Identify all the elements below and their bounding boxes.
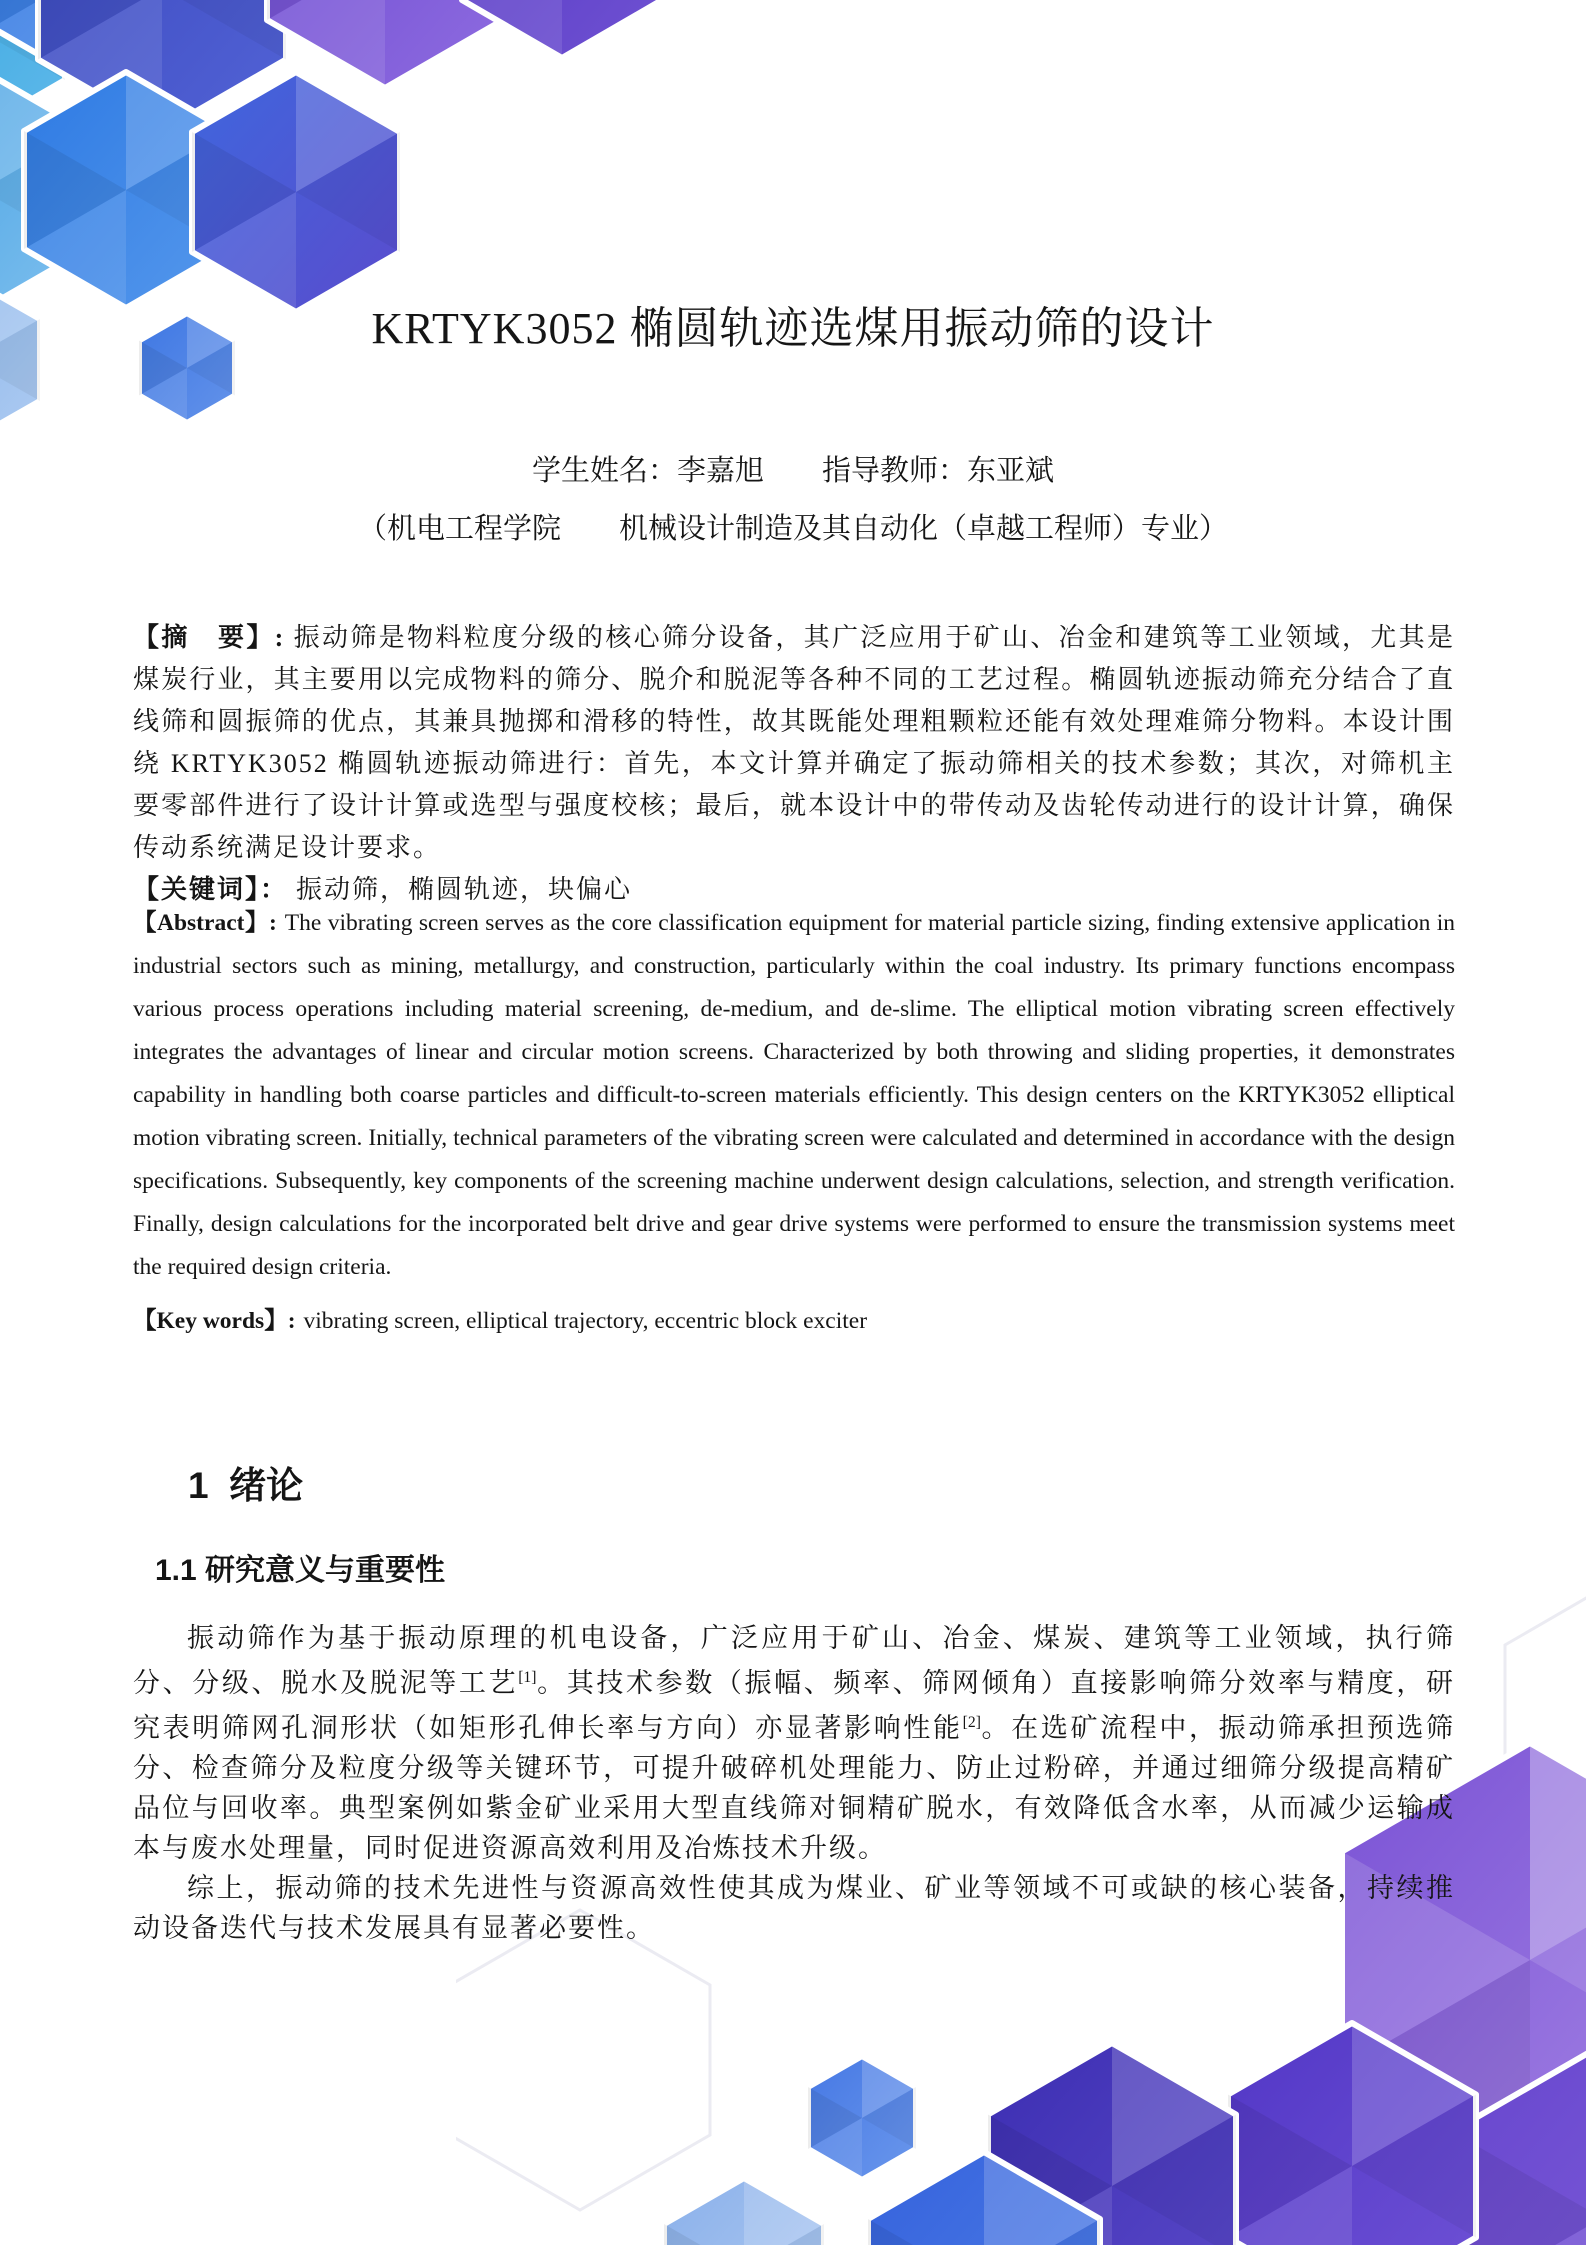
page-title: KRTYK3052 椭圆轨迹选煤用振动筛的设计 — [371, 304, 1215, 353]
keywords-chinese-text: 振动筛，椭圆轨迹，块偏心 — [296, 875, 633, 904]
abstract-english-label: 【Abstract】: — [133, 910, 277, 936]
abstract-chinese-paragraph — [133, 617, 1455, 869]
abstract-chinese-text: 振动筛是物料粒度分级的核心筛分设备，其广泛应用于矿山、冶金和建筑等工业领域，尤其是煤炭行业，其主要用以完成物料的筛分、脱介和脱泥等各种不同的工艺过程。椭圆轨迹振动筛充分结合了直线筛和圆振筛的优点，其兼具抛掷和滑移的特性，故其既能处理粗颗粒还能有效处理难筛分物料。本设计围绕 KRTYK3052 椭圆轨迹振动筛进行：首先，本文计算并确定了振动筛相关的技术参数；其次，对筛机主要零部件进行了设计计算或选型与强度校核；最后，就本设计中的带传动及齿轮传动进行的设计计算，确保传动系统满足设计要求。 — [133, 623, 1455, 862]
body-paragraph-1-text-c: 。在选矿流程中，振动筛承担预选筛分、检查筛分及粒度分级等关键环节，可提升破碎机处理能力、防止过粉碎，并通过细筛分级提高精矿品位与回收率。典型案例如紫金矿业采用大型直线筛对铜精矿脱水，有效降低含水率，从而减少运输成本与废水处理量，同时促进资源高效利用及冶炼技术升级。 — [133, 1713, 1456, 1863]
body-paragraph-1-text-a: 振动筛作为基于振动原理的机电设备，广泛应用于矿山、冶金、煤炭、建筑等工业领域，执行筛分、分级、脱水及脱泥等工艺 — [133, 1623, 1455, 1698]
keywords-english-text: vibrating screen, elliptical trajectory, eccentric block exciter — [303, 1308, 868, 1334]
section-heading-1-1: 1.1 研究意义与重要性 — [155, 1554, 446, 1587]
citation-1: [1] — [518, 1669, 537, 1686]
abstract-chinese — [133, 617, 1455, 911]
abstract-english — [133, 902, 1455, 1343]
citation-2: [2] — [962, 1714, 981, 1731]
abstract-english-text: The vibrating screen serves as the core classification equipment for material particle sizing, finding extensive application in industrial sectors such as mining, metallurgy, and construction, particularly within the coal industry. Its primary functions encompass various process operations including material screening, de-medium, and de-slime. The elliptical motion vibrating screen effectively integrates the advantages of linear and circular motion screens. Characterized by both throwing and sliding properties, it demonstrates capability in handling both coarse particles and difficult-to-screen materials efficiently. This design centers on the KRTYK3052 elliptical motion vibrating screen. Initially, technical parameters of the vibrating screen were calculated and determined in accordance with the design specifications. Subsequently, key components of the screening machine underwent design calculations, selection, and strength verification. Finally, design calculations for the incorporated belt drive and gear drive systems were performed to ensure the transmission systems meet the required design criteria. — [133, 910, 1455, 1280]
body-paragraph-1-text-b: 。其技术参数（振幅、频率、筛网倾角）直接影响筛分效率与精度，研究表明筛网孔洞形状（如矩形孔伸长率与方向）亦显著影响性能 — [133, 1668, 1456, 1743]
abstract-chinese-label: 【摘 要】: — [133, 623, 286, 652]
keywords-english-label: 【Key words】: — [133, 1308, 296, 1334]
section-heading-1: 1 绪论 — [188, 1465, 304, 1506]
abstract-english-paragraph — [133, 902, 1455, 1289]
section-body — [133, 1618, 1455, 1948]
keywords-chinese-label: 【关键词】： — [133, 875, 289, 904]
keywords-english-line — [133, 1300, 1455, 1343]
affiliation-line: （机电工程学院 机械设计制造及其自动化（卓越工程师）专业） — [357, 513, 1228, 545]
body-paragraph-1 — [133, 1618, 1455, 1868]
student-advisor-line: 学生姓名：李嘉旭 指导教师：东亚斌 — [531, 455, 1054, 487]
body-paragraph-2: 综上，振动筛的技术先进性与资源高效性使其成为煤业、矿业等领域不可或缺的核心装备，持续推动设备迭代与技术发展具有显著必要性。 — [133, 1873, 1455, 1943]
